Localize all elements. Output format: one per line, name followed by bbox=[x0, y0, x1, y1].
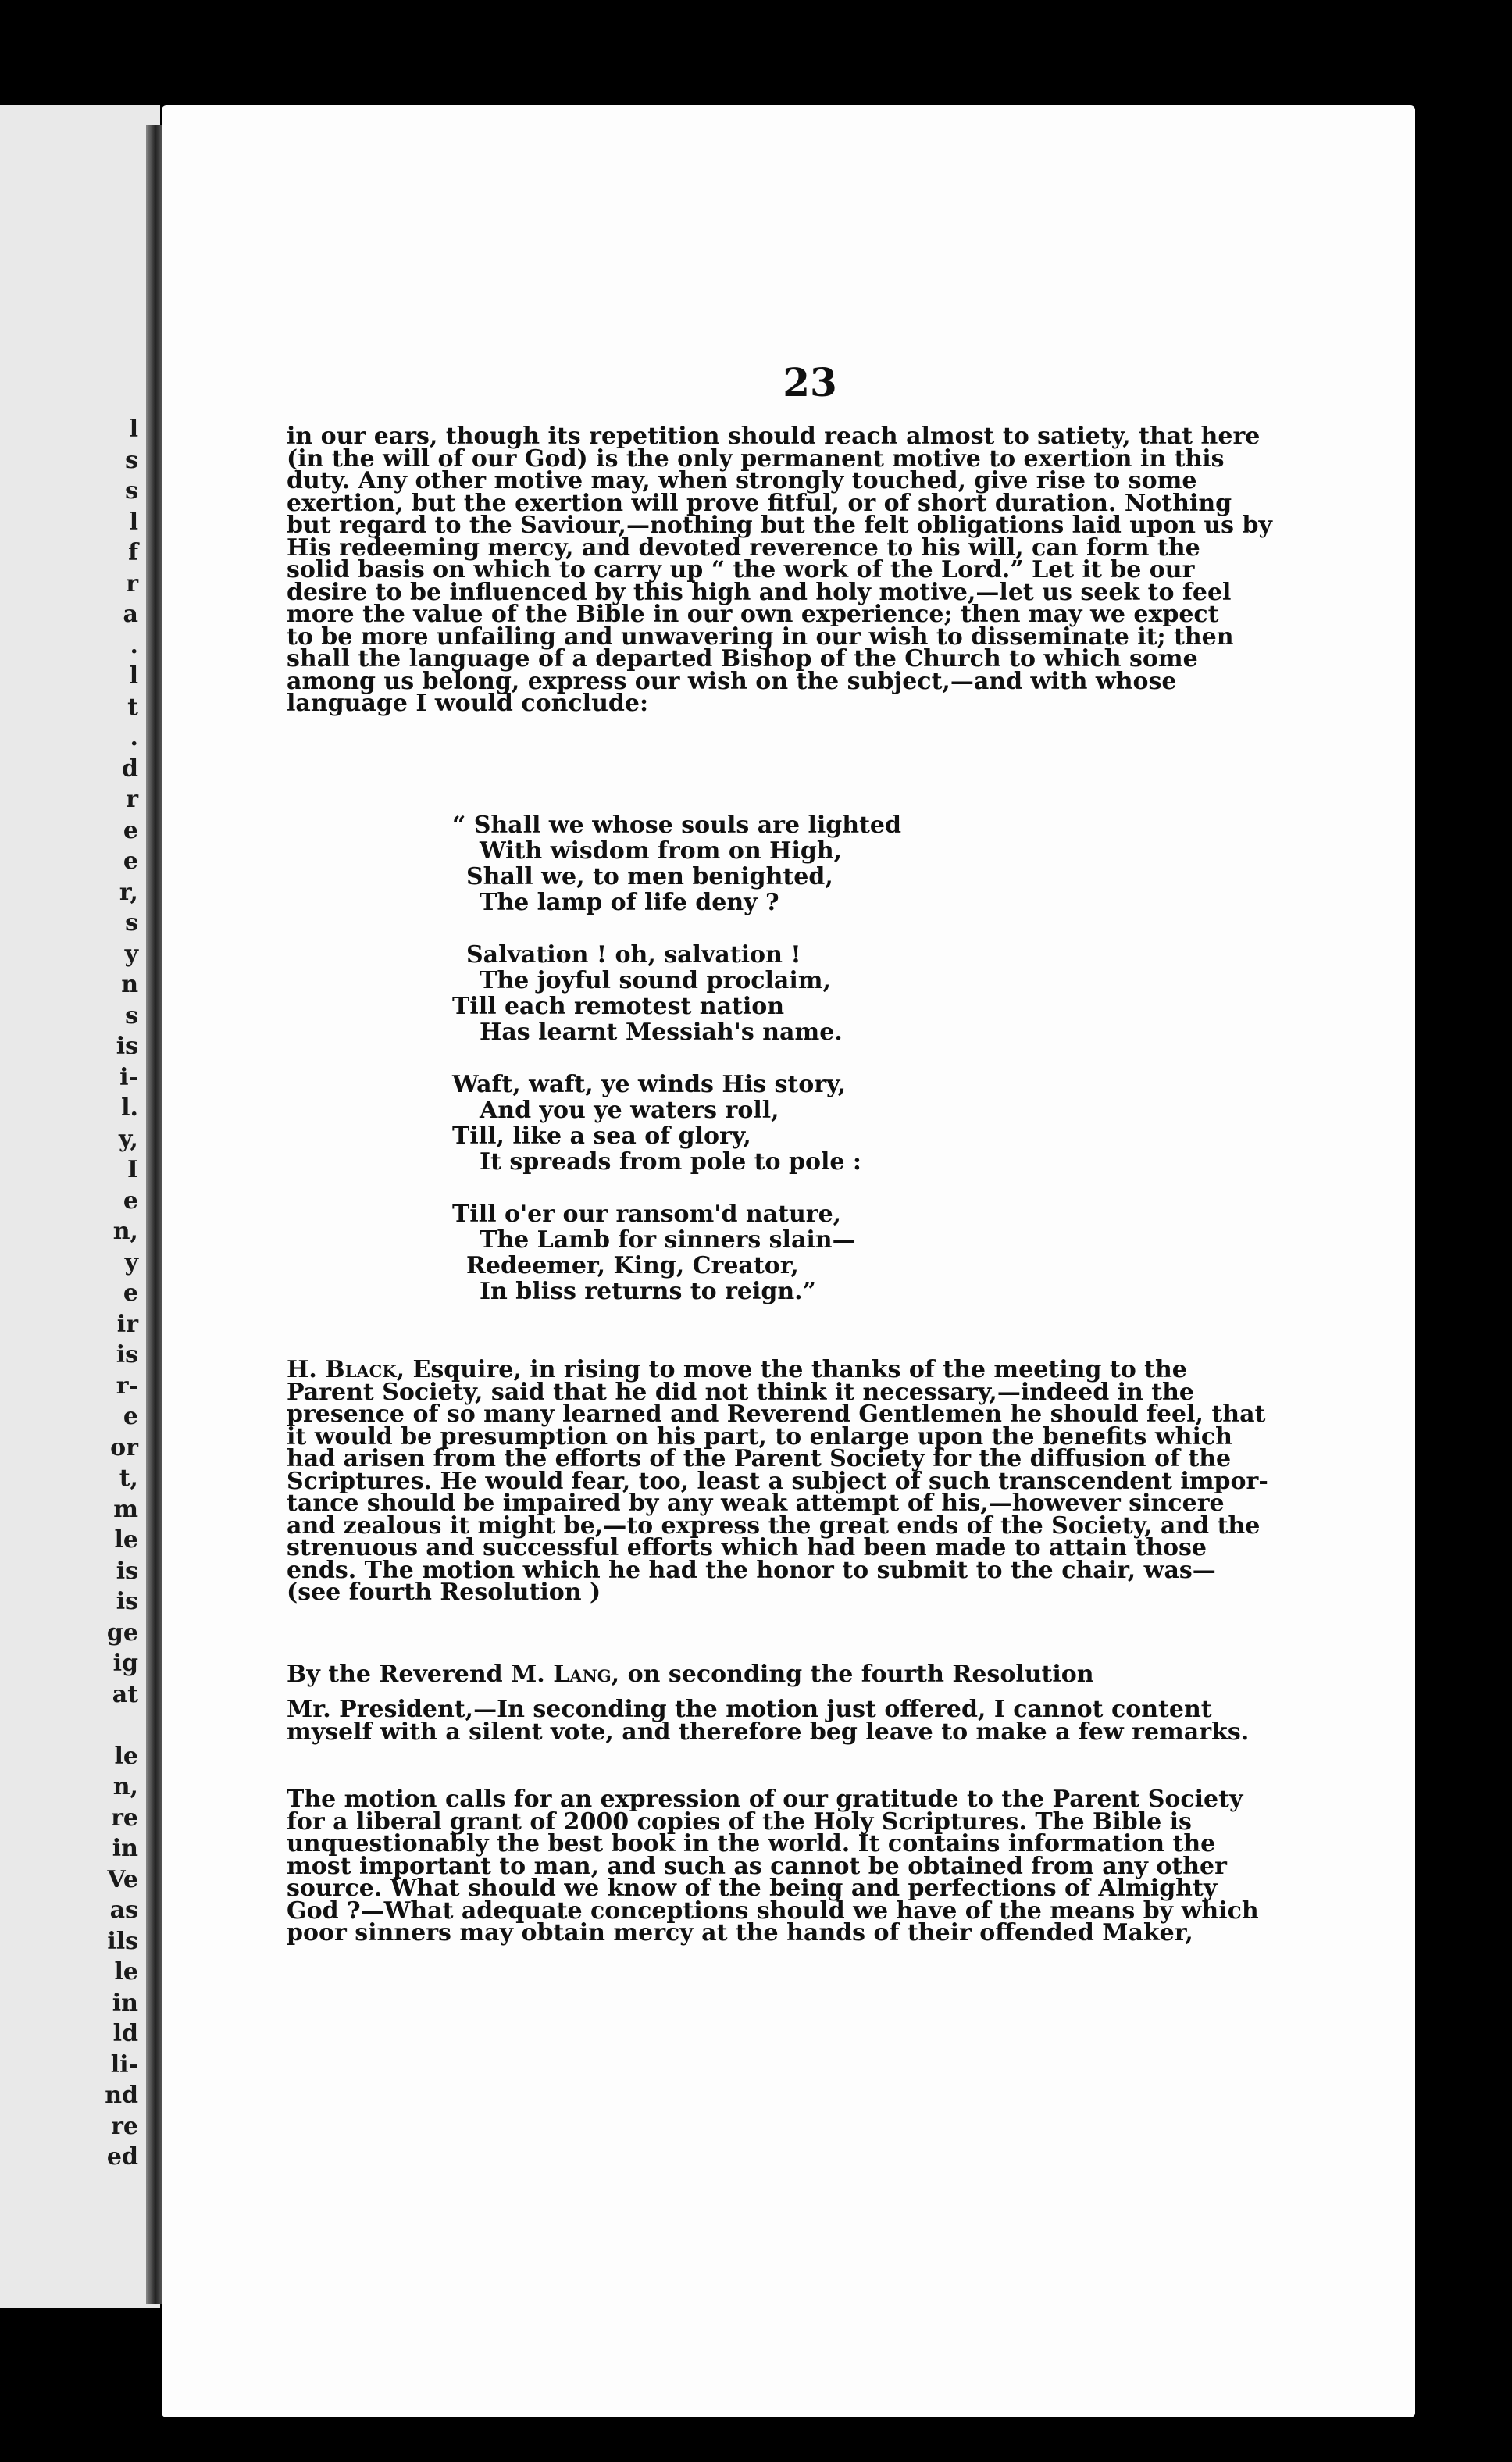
text-line: exertion, but the exertion will prove fitful, or of short duration. Nothing bbox=[287, 489, 1232, 517]
fragment-line: e bbox=[123, 1279, 138, 1307]
fragment-line: Ve bbox=[107, 1865, 138, 1893]
fragment-line: t, bbox=[119, 1465, 138, 1492]
fragment-line: r- bbox=[116, 1372, 138, 1400]
paragraph-lang-opening bbox=[287, 1696, 1250, 1746]
text-line: God ?—What adequate conceptions should we have of the means by which bbox=[287, 1896, 1259, 1925]
section-heading bbox=[287, 1661, 1165, 1688]
speaker-name: H. Black, bbox=[287, 1356, 405, 1383]
fragment-line: m bbox=[113, 1495, 138, 1523]
heading-after: , on seconding the fourth Resolution bbox=[611, 1661, 1094, 1688]
fragment-line: s bbox=[125, 1001, 138, 1029]
verse-line: Waft, waft, ye winds His story, bbox=[452, 1071, 847, 1098]
fragment-line: is bbox=[116, 1341, 138, 1368]
fragment-line: d bbox=[122, 755, 138, 783]
fragment-line: r bbox=[126, 786, 138, 813]
fragment-line: ir bbox=[116, 1310, 138, 1338]
fragment-line: y bbox=[124, 940, 138, 968]
verse-line: Till, like a sea of glory, bbox=[452, 1122, 751, 1150]
fragment-line: li- bbox=[110, 2050, 138, 2078]
verse-line: The lamp of life deny ? bbox=[480, 889, 779, 916]
fragment-line: e bbox=[123, 816, 138, 844]
verse-line: And you ye waters roll, bbox=[480, 1097, 779, 1124]
fragment-line: le bbox=[114, 1526, 138, 1554]
paragraph-continuation bbox=[287, 423, 1272, 717]
text-line: desire to be influenced by this high and holy motive,—let us seek to feel bbox=[287, 578, 1232, 606]
book-gutter bbox=[146, 125, 162, 2304]
text-line: but regard to the Saviour,—nothing but the felt obligations laid upon us by bbox=[287, 512, 1272, 539]
text-line: solid basis on which to carry up “ the work of the Lord.” Let it be our bbox=[287, 556, 1195, 583]
text-line: strenuous and successful efforts which had been made to attain those bbox=[287, 1534, 1207, 1561]
fragment-line: in bbox=[112, 1989, 138, 2017]
fragment-line: as bbox=[109, 1896, 138, 1924]
fragment-line: ge bbox=[106, 1618, 138, 1647]
verse-line: In bliss returns to reign.” bbox=[480, 1278, 816, 1305]
paragraph-lang-motion bbox=[287, 1786, 1259, 1946]
fragment-line bbox=[84, 1710, 138, 1741]
text-line: more the value of the Bible in our own experience; then may we expect bbox=[287, 601, 1219, 628]
text-line: ends. The motion which he had the honor to submit to the chair, was— bbox=[287, 1556, 1216, 1584]
fragment-line: . bbox=[130, 724, 138, 751]
verse-line: With wisdom from on High, bbox=[480, 837, 843, 865]
text-line: His redeeming mercy, and devoted reverence to his will, can form the bbox=[287, 533, 1200, 562]
fragment-line: ld bbox=[112, 2020, 138, 2047]
fragment-line: y, bbox=[118, 1125, 138, 1153]
fragment-line: is bbox=[116, 1588, 138, 1615]
fragment-line: r bbox=[126, 569, 138, 598]
fragment-line: s bbox=[125, 446, 138, 474]
fragment-line: r, bbox=[119, 878, 138, 906]
verse-line: It spreads from pole to pole : bbox=[480, 1148, 861, 1176]
text-line: source. What should we know of the being and perfections of Almighty bbox=[287, 1875, 1218, 1902]
verse-line: The joyful sound proclaim, bbox=[480, 967, 831, 994]
fragment-line: n, bbox=[112, 1773, 138, 1800]
fragment-line: n bbox=[121, 971, 138, 998]
hymn-quotation bbox=[452, 812, 901, 1331]
fragment-line: I bbox=[127, 1156, 138, 1183]
text-fragment: Esquire, in rising to move the thanks of the meeting to the bbox=[405, 1356, 1187, 1383]
heading-line bbox=[287, 1661, 1165, 1688]
text-line: had arisen from the efforts of the Parent Society for the diffusion of the bbox=[287, 1445, 1232, 1472]
fragment-line: l. bbox=[121, 1094, 138, 1122]
verse-line: Till o'er our ransom'd nature, bbox=[452, 1201, 842, 1228]
stanza bbox=[452, 1072, 901, 1175]
speaker-name: Lang bbox=[553, 1661, 612, 1688]
fragment-line: or bbox=[110, 1433, 138, 1461]
fragment-line: l bbox=[129, 416, 138, 443]
page-number: 23 bbox=[783, 359, 837, 405]
text-line: The motion calls for an expression of our gratitude to the Parent Society bbox=[287, 1786, 1243, 1813]
fragment-line: le bbox=[114, 1958, 138, 1986]
text-line: in our ears, though its repetition should reach almost to satiety, that here bbox=[287, 423, 1261, 450]
fragment-line: s bbox=[125, 477, 138, 505]
fragment-line: i- bbox=[119, 1063, 138, 1091]
fragment-line: nd bbox=[105, 2082, 138, 2109]
stanza bbox=[452, 1201, 901, 1304]
text-line: language I would conclude: bbox=[287, 690, 649, 717]
verse-line: The Lamb for sinners slain— bbox=[480, 1226, 856, 1254]
book-page bbox=[162, 105, 1415, 2417]
fragment-line: re bbox=[111, 2112, 138, 2140]
fragment-line: s bbox=[125, 909, 138, 937]
verse-line: “ Shall we whose souls are lighted bbox=[452, 812, 901, 839]
fragment-line: f bbox=[128, 539, 138, 566]
text-line: tance should be impaired by any weak attempt of his,—however sincere bbox=[287, 1490, 1225, 1517]
fragment-line: ils bbox=[107, 1927, 138, 1955]
stanza bbox=[452, 812, 901, 915]
fragment-line: e bbox=[123, 847, 138, 875]
text-line: presence of so many learned and Reverend Gentlemen he should feel, that bbox=[287, 1400, 1266, 1428]
fragment-line: t bbox=[127, 693, 138, 721]
facing-page-edge bbox=[0, 105, 160, 2308]
text-line: and zealous it might be,—to express the great ends of the Society, and the bbox=[287, 1511, 1261, 1540]
text-line: Scriptures. He would fear, too, least a subject of such transcendent impor- bbox=[287, 1467, 1268, 1495]
fragment-line: y bbox=[124, 1248, 138, 1276]
text-line: Parent Society, said that he did not think it necessary,—indeed in the bbox=[287, 1378, 1195, 1406]
fragment-line: l bbox=[129, 508, 138, 536]
fragment-line: ed bbox=[106, 2143, 138, 2171]
heading-before: By the Reverend M. bbox=[287, 1661, 554, 1688]
verse-line: Has learnt Messiah's name. bbox=[480, 1019, 843, 1046]
paragraph-black-speech bbox=[287, 1356, 1268, 1606]
fragment-line: in bbox=[112, 1835, 138, 1862]
text-line: unquestionably the best book in the world. It contains information the bbox=[287, 1830, 1216, 1857]
fragment-line: e bbox=[123, 1186, 138, 1215]
text-line: (in the will of our God) is the only permanent motive to exertion in this bbox=[287, 444, 1225, 473]
fragment-line: at bbox=[112, 1680, 138, 1708]
fragment-line: l bbox=[129, 662, 138, 690]
verse-line: Salvation ! oh, salvation ! bbox=[466, 941, 801, 969]
fragment-line: n, bbox=[112, 1218, 138, 1245]
text-line: (see fourth Resolution ) bbox=[287, 1579, 601, 1606]
verse-line: Till each remotest nation bbox=[452, 993, 785, 1020]
fragment-line: is bbox=[116, 1033, 138, 1060]
text-line: to be more unfailing and unwavering in our wish to disseminate it; then bbox=[287, 623, 1234, 651]
text-line: for a liberal grant of 2000 copies of the Holy Scriptures. The Bible is bbox=[287, 1807, 1192, 1836]
fragment-line: re bbox=[111, 1804, 138, 1832]
text-line: it would be presumption on his part, to enlarge upon the benefits which bbox=[287, 1422, 1232, 1450]
fragment-line: e bbox=[123, 1403, 138, 1430]
fragment-line: a bbox=[123, 601, 138, 628]
verse-line: Redeemer, King, Creator, bbox=[466, 1252, 799, 1279]
text-line: Mr. President,—In seconding the motion just offered, I cannot content bbox=[287, 1696, 1212, 1723]
stanza bbox=[452, 942, 901, 1045]
fragment-line: . bbox=[130, 631, 138, 659]
fragment-line: ig bbox=[112, 1650, 138, 1677]
text-line: most important to man, and such as cannot be obtained from any other bbox=[287, 1852, 1227, 1880]
facing-page-text-fragments bbox=[84, 414, 138, 2173]
text-line: poor sinners may obtain mercy at the hands of their offended Maker, bbox=[287, 1919, 1193, 1946]
text-line: myself with a silent vote, and therefore beg leave to make a few remarks. bbox=[287, 1718, 1250, 1746]
text-line: duty. Any other motive may, when strongly touched, give rise to some bbox=[287, 467, 1197, 494]
text-line: shall the language of a departed Bishop of the Church to which some bbox=[287, 645, 1198, 673]
verse-line: Shall we, to men benighted, bbox=[466, 863, 833, 890]
fragment-line: is bbox=[116, 1557, 138, 1585]
fragment-line: le bbox=[114, 1742, 138, 1770]
text-line: among us belong, express our wish on the subject,—and with whose bbox=[287, 667, 1177, 695]
